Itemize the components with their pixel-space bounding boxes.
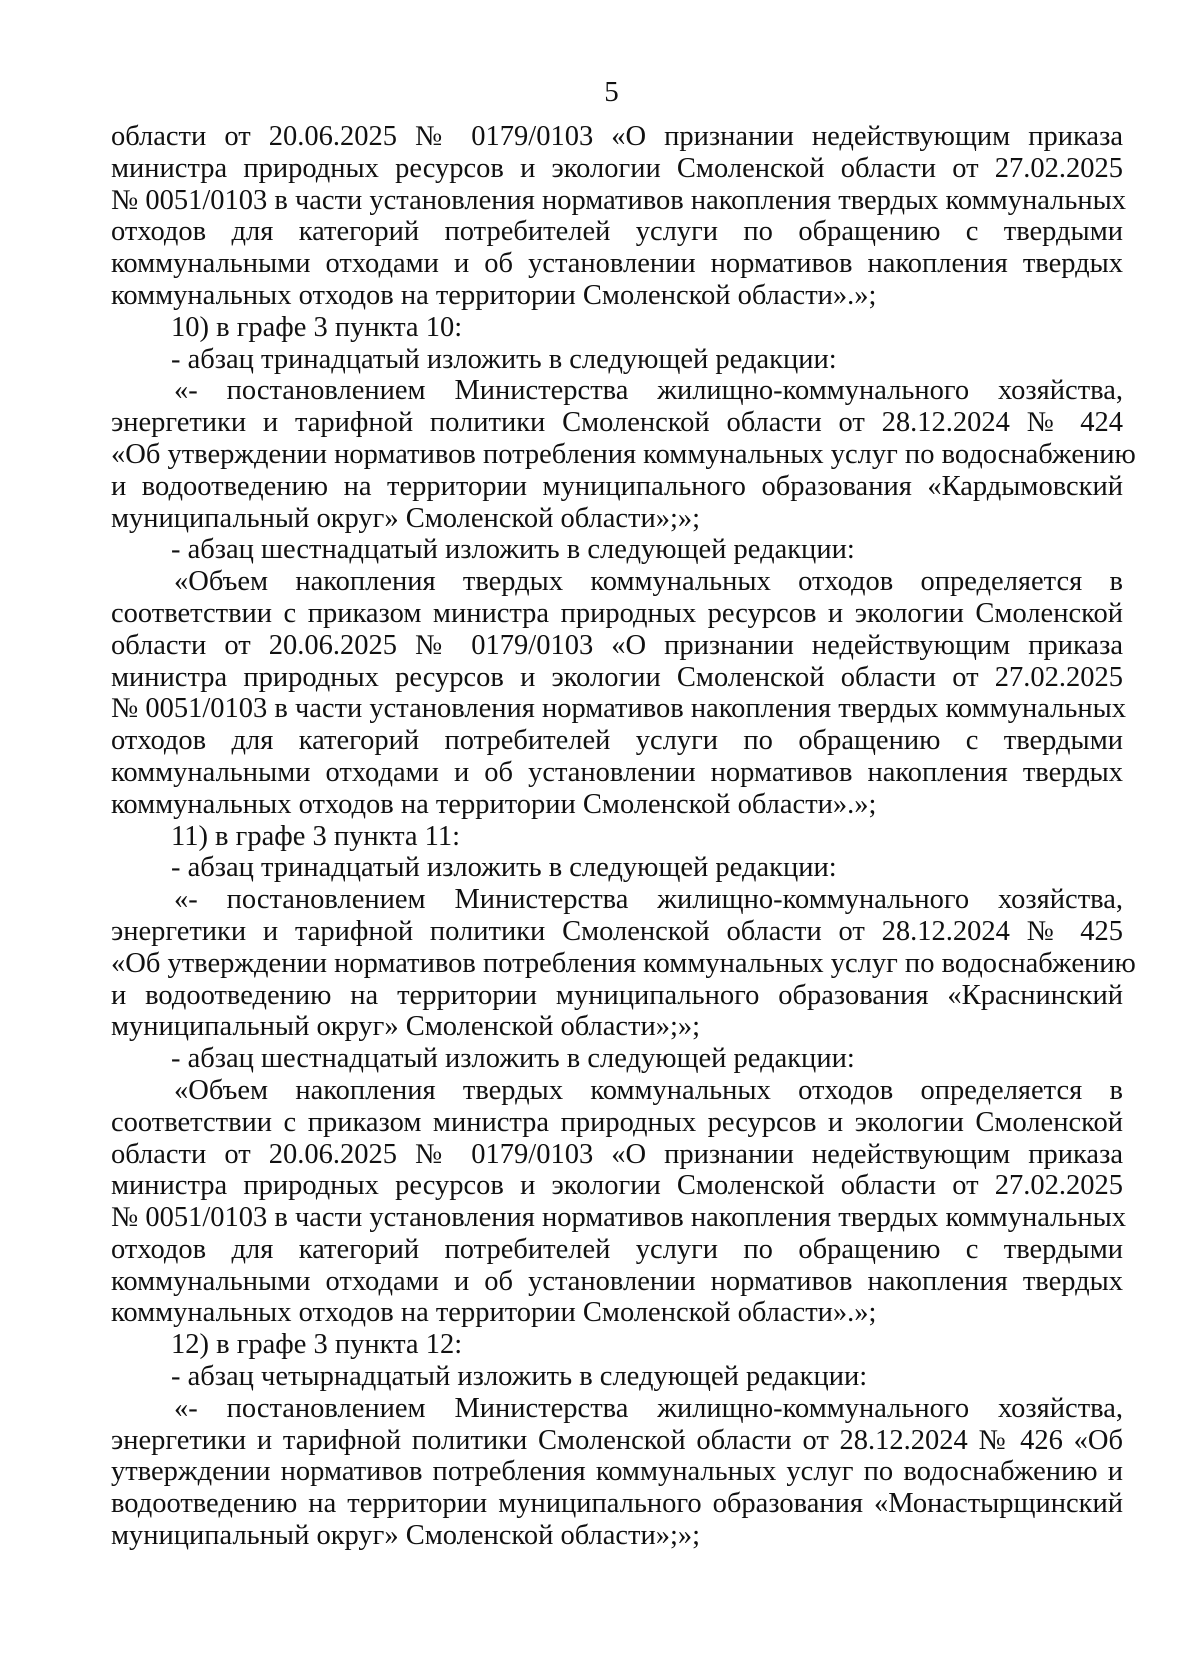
text-line: отходов для категорий потребителей услуги по обращению с твердыми [111, 725, 1123, 757]
text-line: 10) в графе 3 пункта 10: [171, 311, 463, 343]
text-line: 11) в графе 3 пункта 11: [171, 820, 461, 852]
text-line: 12) в графе 3 пункта 12: [171, 1329, 463, 1361]
text-line: области от 20.06.2025 № 0179/0103 «О признании недействующим приказа [111, 1138, 1123, 1170]
text-line: энергетики и тарифной политики Смоленской области от 28.12.2024 № 424 [111, 407, 1123, 439]
text-line: энергетики и тарифной политики Смоленской области от 28.12.2024 № 425 [111, 915, 1123, 947]
text-line: и водоотведению на территории муниципального образования «Кардымовский [111, 470, 1123, 502]
text-line: утверждении нормативов потребления коммунальных услуг по водоснабжению и [111, 1456, 1123, 1488]
page-number: 5 [604, 76, 619, 108]
text-line: - абзац тринадцатый изложить в следующей редакции: [171, 852, 837, 884]
text-line: коммунальными отходами и об установлении нормативов накопления твердых [111, 248, 1123, 280]
text-line: «Объем накопления твердых коммунальных отходов определяется в [174, 566, 1123, 598]
text-line: энергетики и тарифной политики Смоленской области от 28.12.2024 № 426 «Об [111, 1424, 1123, 1456]
text-line: соответствии с приказом министра природных ресурсов и экологии Смоленской [111, 597, 1123, 629]
text-line: области от 20.06.2025 № 0179/0103 «О признании недействующим приказа [111, 121, 1123, 152]
text-line: «Объем накопления твердых коммунальных отходов определяется в [174, 1074, 1123, 1106]
text-line: - абзац тринадцатый изложить в следующей редакции: [171, 343, 837, 375]
text-line: водоотведению на территории муниципального образования «Монастырщинский [111, 1488, 1123, 1520]
text-line: министра природных ресурсов и экологии Смоленской области от 27.02.2025 [111, 152, 1123, 184]
text-line: - абзац шестнадцатый изложить в следующей редакции: [171, 534, 855, 566]
text-line: коммунальными отходами и об установлении нормативов накопления твердых [111, 1265, 1123, 1297]
text-line: министра природных ресурсов и экологии Смоленской области от 27.02.2025 [111, 661, 1123, 693]
text-line: «- постановлением Министерства жилищно-коммунального хозяйства, [174, 375, 1123, 407]
text-line: и водоотведению на территории муниципального образования «Краснинский [111, 979, 1123, 1011]
text-line: № 0051/0103 в части установления нормативов накопления твердых коммунальных [111, 1202, 1126, 1234]
text-line: - абзац шестнадцатый изложить в следующей редакции: [171, 1043, 855, 1075]
text-line: министра природных ресурсов и экологии Смоленской области от 27.02.2025 [111, 1170, 1123, 1202]
text-line: «- постановлением Министерства жилищно-коммунального хозяйства, [174, 1392, 1123, 1424]
text-line: коммунальных отходов на территории Смоленской области».»; [111, 279, 877, 311]
text-line: «- постановлением Министерства жилищно-коммунального хозяйства, [174, 884, 1123, 916]
text-line: области от 20.06.2025 № 0179/0103 «О признании недействующим приказа [111, 629, 1123, 661]
text-line: отходов для категорий потребителей услуги по обращению с твердыми [111, 216, 1123, 248]
text-line: отходов для категорий потребителей услуги по обращению с твердыми [111, 1233, 1123, 1265]
text-line: - абзац четырнадцатый изложить в следующей редакции: [171, 1361, 868, 1393]
text-line: № 0051/0103 в части установления нормативов накопления твердых коммунальных [111, 184, 1126, 216]
text-line: № 0051/0103 в части установления нормативов накопления твердых коммунальных [111, 693, 1126, 725]
text-line: «Об утверждении нормативов потребления коммунальных услуг по водоснабжению [111, 947, 1136, 979]
text-line: муниципальный округ» Смоленской области»;»; [111, 502, 701, 534]
text-line: муниципальный округ» Смоленской области»;»; [111, 1011, 701, 1043]
text-line: «Об утверждении нормативов потребления коммунальных услуг по водоснабжению [111, 438, 1136, 470]
text-line: коммунальных отходов на территории Смоленской области».»; [111, 1297, 877, 1329]
text-line: коммунальными отходами и об установлении нормативов накопления твердых [111, 756, 1123, 788]
document-body [111, 121, 1136, 1552]
text-line: муниципальный округ» Смоленской области»;»; [111, 1520, 701, 1552]
text-line: соответствии с приказом министра природных ресурсов и экологии Смоленской [111, 1106, 1123, 1138]
text-line: коммунальных отходов на территории Смоленской области».»; [111, 788, 877, 820]
